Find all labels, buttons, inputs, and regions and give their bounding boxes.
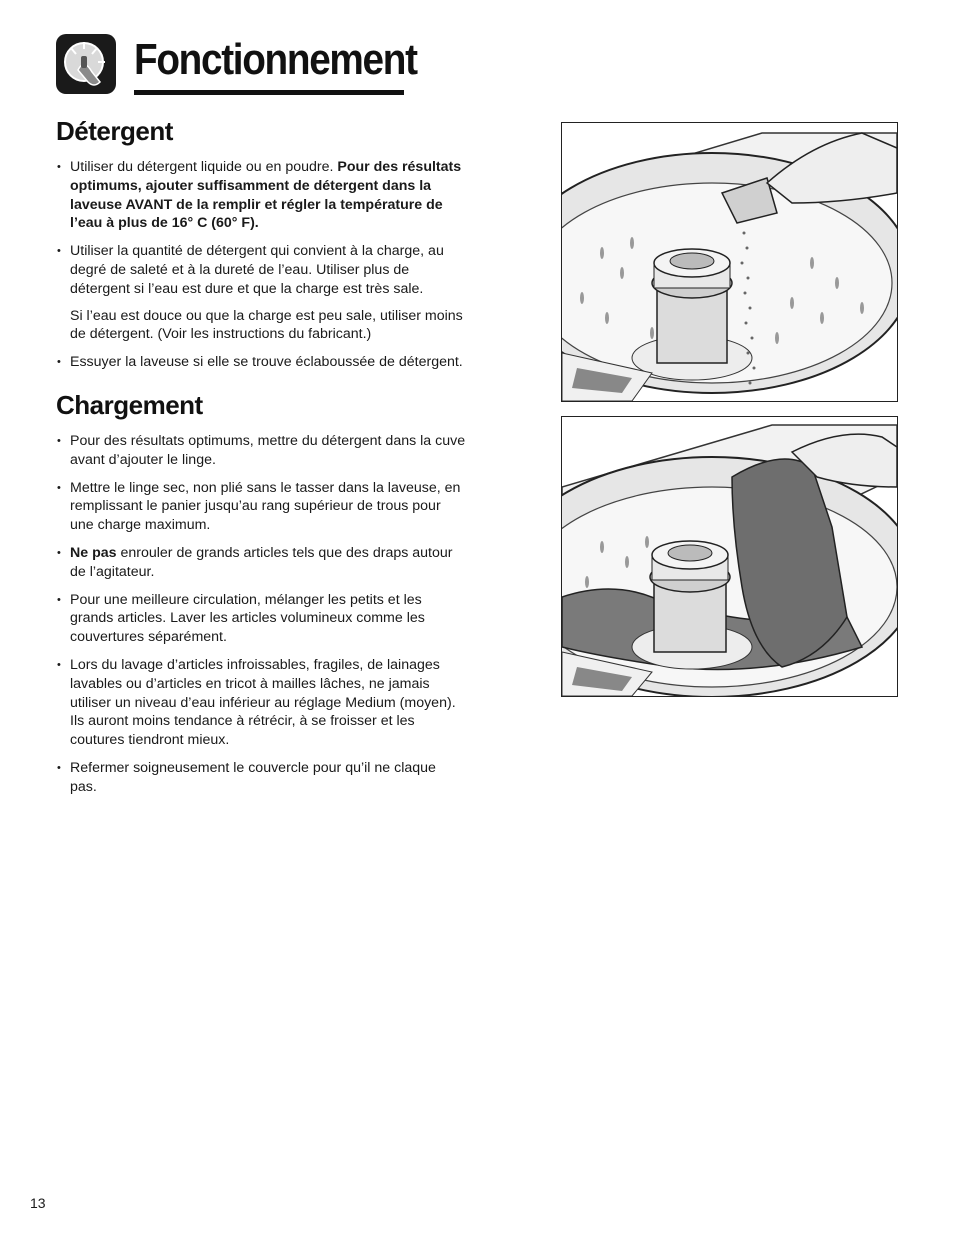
list-item xyxy=(56,432,466,470)
body-text: Lors du lavage d’articles infroissables, fragiles, de lainages lavables ou d’articles en tricot à mailles lâches, ne jamais utiliser un niveau d’eau inférieur au réglage Medium (moyen). Ils auront moins tendance à rétrécir, à se froisser et les coutures tiendront mieux. xyxy=(70,656,456,749)
body-text: Mettre le linge sec, non plié sans le tasser dans la laveuse, en remplissant le panier jusqu’au rang supérieur de trous pour une charge maximum. xyxy=(70,479,461,534)
list-item xyxy=(56,479,466,535)
list-item xyxy=(56,242,466,298)
lightbulb-hand-icon xyxy=(54,32,118,96)
body-text: Utiliser du détergent liquide ou en poudre. xyxy=(70,159,338,175)
list-paragraph xyxy=(56,307,466,345)
bold-text: Ne pas xyxy=(70,544,117,561)
section-title-detergent: Détergent xyxy=(56,116,173,146)
detergent-list xyxy=(56,158,466,372)
body-text: Pour des résultats optimums, mettre du détergent dans la cuve avant d’ajouter le linge. xyxy=(70,432,466,468)
body-text: Refermer soigneusement le couvercle pour qu’il ne claque pas. xyxy=(70,759,436,795)
loading-laundry-illustration xyxy=(561,416,898,697)
page-title: Fonctionnement xyxy=(134,35,417,84)
list-item xyxy=(56,759,466,797)
body-text: Pour une meilleure circulation, mélanger les petits et les grands articles. Laver les articles volumineux comme les couvertures séparément. xyxy=(70,591,425,646)
list-item xyxy=(56,158,466,233)
list-item xyxy=(56,656,466,750)
content-column xyxy=(56,114,466,806)
bold-text: Pour des résultats optimums, ajouter suffisamment de détergent dans la laveuse AVANT de la remplir et régler la température de l’eau à plus de 16° C (60° F). xyxy=(70,159,462,232)
list-item xyxy=(56,591,466,647)
section-title-chargement: Chargement xyxy=(56,389,203,420)
list-item xyxy=(56,353,466,372)
body-text: Si l’eau est douce ou que la charge est peu sale, utiliser moins de détergent. (Voir les instructions du fabricant.) xyxy=(70,307,463,343)
list-item xyxy=(56,544,466,582)
body-text: Essuyer la laveuse si elle se trouve éclaboussée de détergent. xyxy=(70,354,463,371)
washer-detergent-image xyxy=(562,123,897,401)
body-text: enrouler de grands articles tels que des draps autour de l’agitateur. xyxy=(70,544,453,580)
page-number: 13 xyxy=(30,1195,46,1211)
washer-laundry-image xyxy=(562,417,897,696)
chargement-list xyxy=(56,432,466,797)
title-underline xyxy=(134,90,404,95)
detergent-pouring-illustration xyxy=(561,122,898,402)
page-header xyxy=(54,30,417,100)
body-text: Utiliser la quantité de détergent qui convient à la charge, au degré de saleté et à la dureté de l’eau. Utiliser plus de détergent si l’eau est dure et que la charge est très sale. xyxy=(70,243,444,297)
